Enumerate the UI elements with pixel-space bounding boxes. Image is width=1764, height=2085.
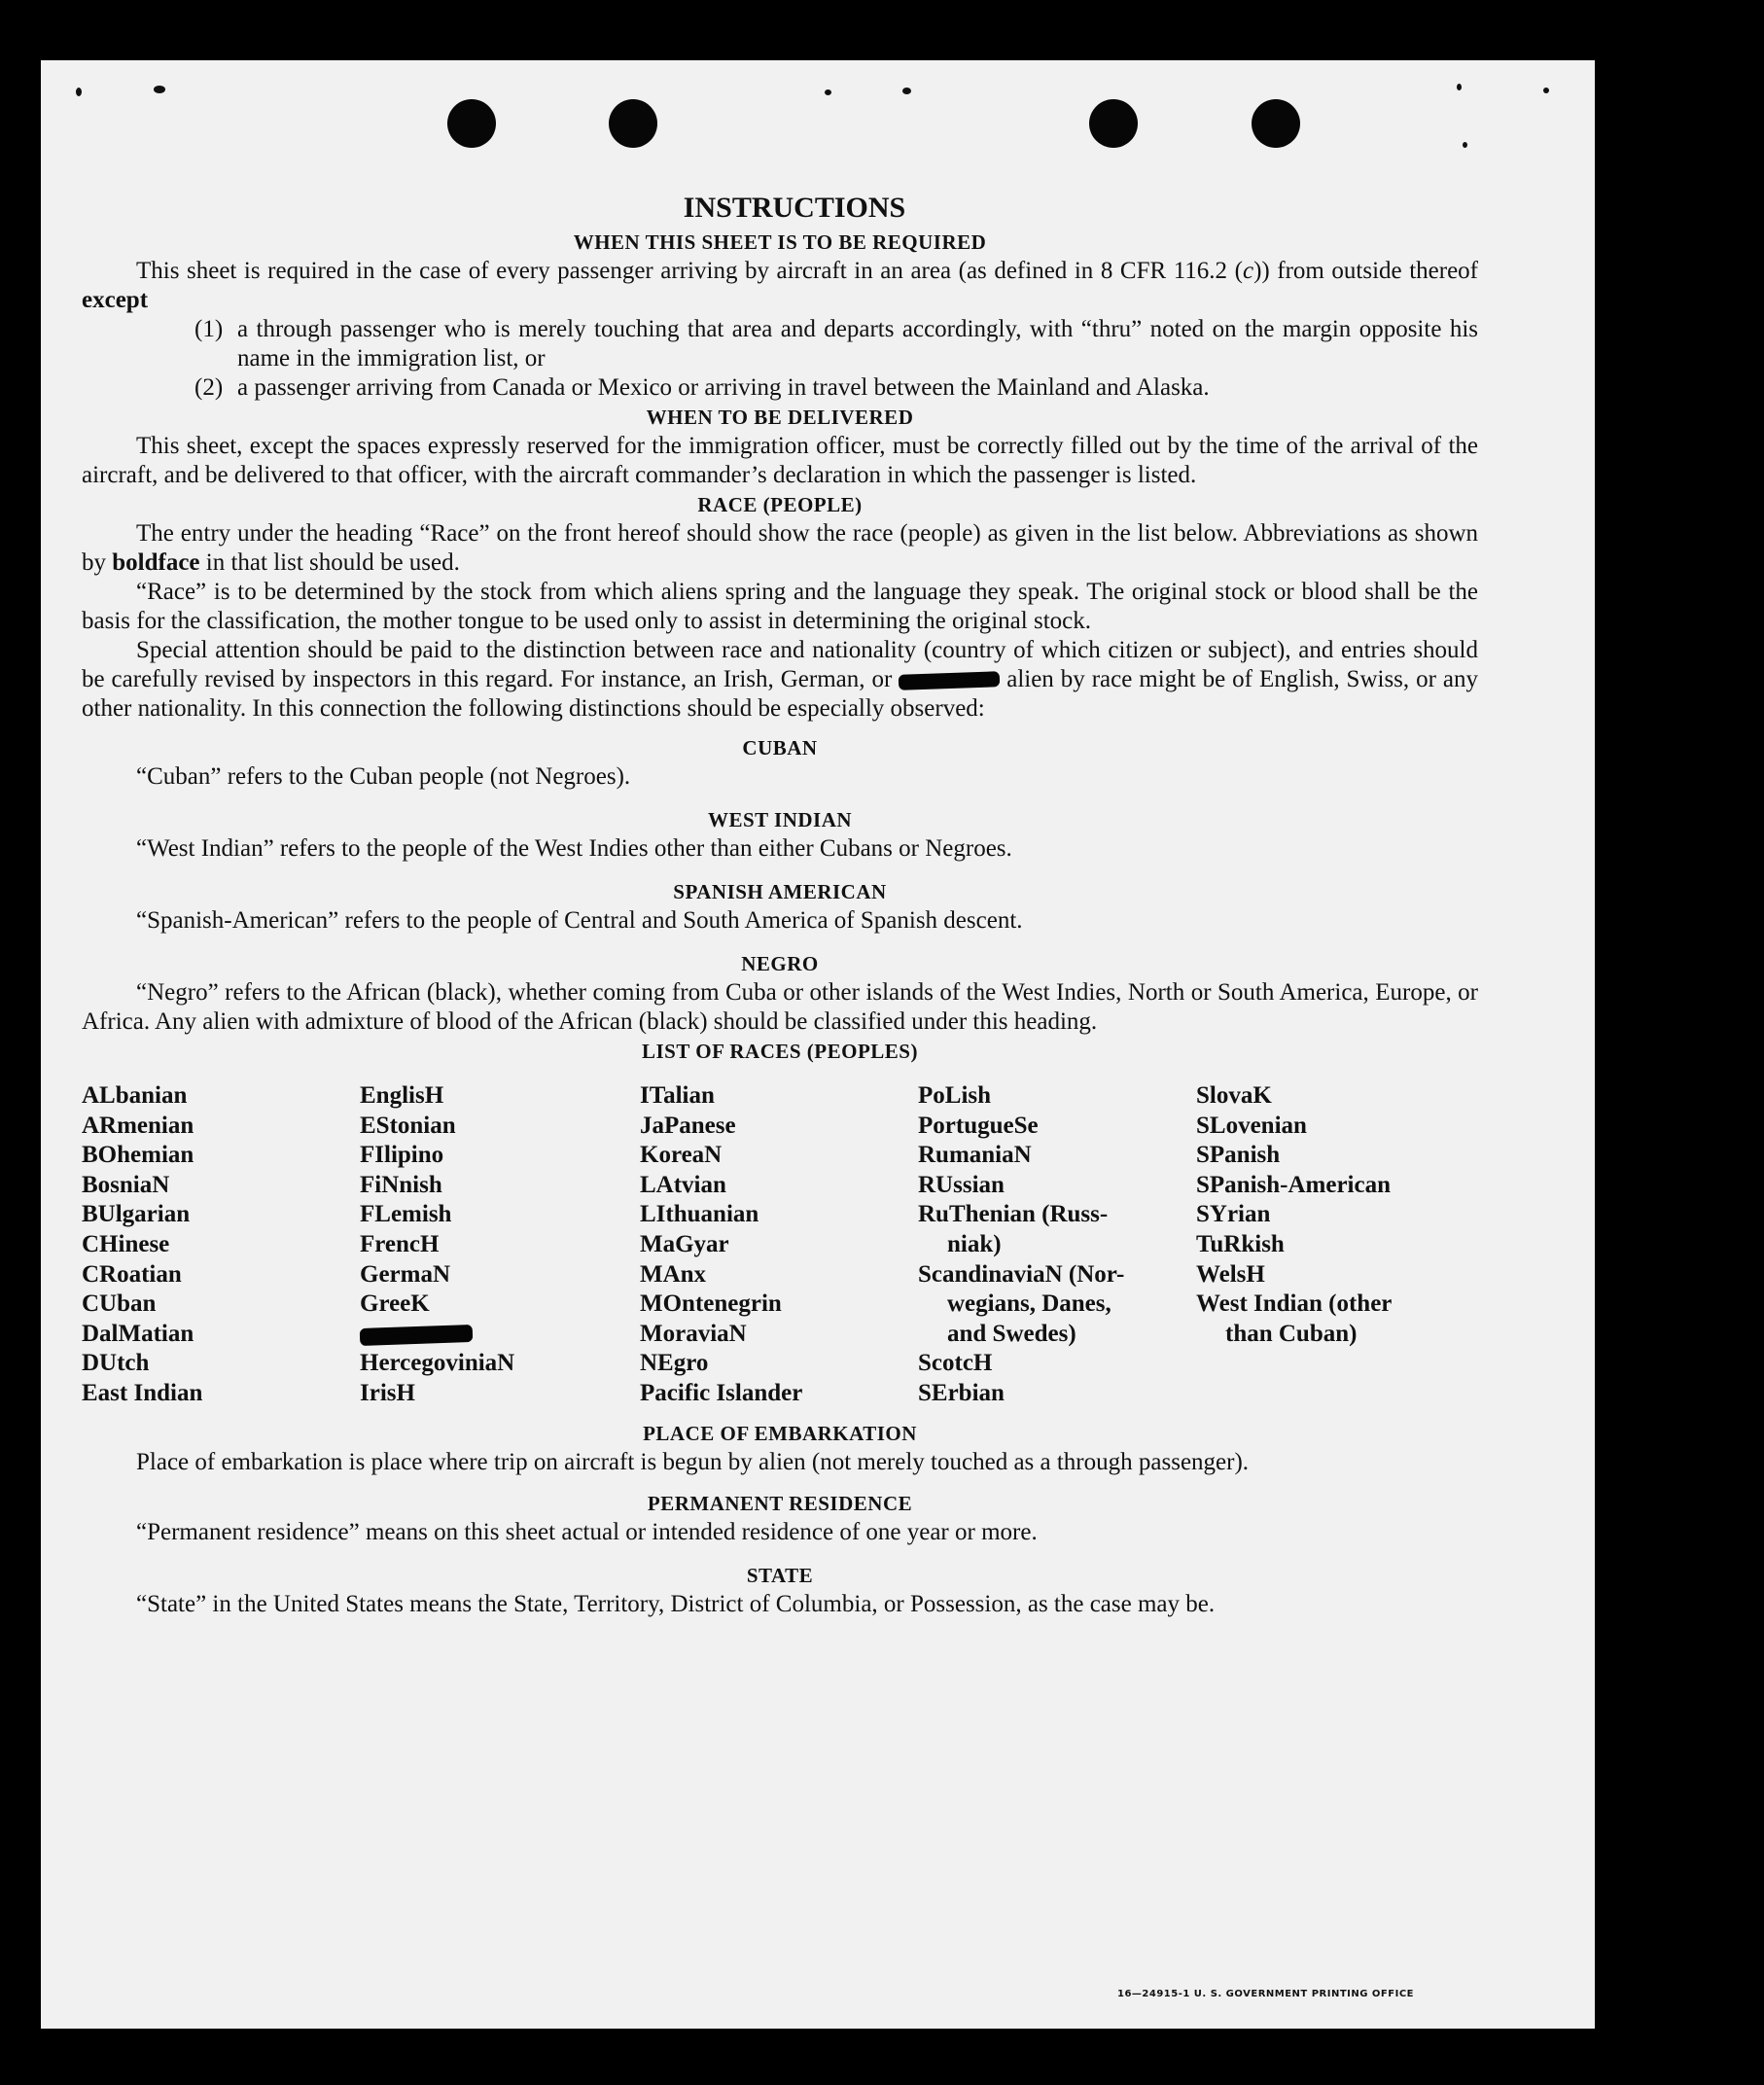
race-entry: ScotcH — [918, 1350, 993, 1377]
race-entry: LIthuanian — [640, 1201, 759, 1228]
embarkation-text: Place of embarkation is place where trip on aircraft is begun by alien (not merely touched as a through passenger). — [136, 1448, 1250, 1475]
races-column — [640, 1081, 918, 1409]
punch-hole — [1252, 99, 1300, 148]
when-delivered-text: This sheet, except the spaces expressly reserved for the immigration officer, must be correctly filled out by the time of the arrival of the aircraft, and be delivered to that officer, with the aircraft commander’s declaration in which the passenger is listed. — [82, 433, 1478, 488]
instructions-content — [82, 189, 1478, 1619]
race-entry: LAtvian — [640, 1171, 726, 1198]
races-list — [82, 1081, 1478, 1409]
race-entry: MAnx — [640, 1260, 707, 1288]
race-entry: FIlipino — [360, 1142, 444, 1169]
section-heading-embarkation: PLACE OF EMBARKATION — [643, 1421, 917, 1445]
races-column — [918, 1081, 1196, 1409]
race-entry: SPanish — [1196, 1142, 1281, 1169]
scan-speck — [902, 88, 911, 94]
race-entry: wegians, Danes, — [947, 1290, 1111, 1318]
race-entry: HercegoviniaN — [360, 1350, 515, 1377]
race-entry: KoreaN — [640, 1142, 723, 1169]
scan-speck — [1457, 84, 1462, 90]
race-entry: WelsH — [1196, 1260, 1265, 1288]
race-entry: FrencH — [360, 1230, 440, 1257]
west-indian-text: “West Indian” refers to the people of the West Indies other than either Cubans or Negroes. — [136, 835, 1012, 862]
punch-hole — [609, 99, 657, 148]
race-entry: MoraviaN — [640, 1320, 747, 1347]
race-entry: MaGyar — [640, 1230, 729, 1257]
race-entry: than Cuban) — [1225, 1320, 1358, 1347]
race-entry: ARmenian — [82, 1112, 194, 1139]
race-entry: SErbian — [918, 1379, 1005, 1406]
race-entry: SYrian — [1196, 1201, 1271, 1228]
races-column — [82, 1081, 360, 1409]
race-entry: DUtch — [82, 1350, 150, 1377]
section-heading-state: STATE — [746, 1563, 814, 1587]
race-entry: niak) — [947, 1230, 1002, 1257]
state-text: “State” in the United States means the State, Territory, District of Columbia, or Possession, as the case may be. — [136, 1590, 1216, 1617]
list-text: a through passenger who is merely touching that area and departs accordingly, with “thru” noted on the margin opposite his name in the immigration list, or — [237, 316, 1478, 371]
section-heading-cuban: CUBAN — [742, 736, 818, 760]
races-column — [1196, 1081, 1478, 1409]
race-entry: ScandinaviaN (Nor- — [918, 1260, 1125, 1288]
scan-speck — [1463, 142, 1467, 148]
race-entry: MOntenegrin — [640, 1290, 782, 1318]
section-heading-when-required: WHEN THIS SHEET IS TO BE REQUIRED — [573, 230, 987, 254]
scan-speck — [154, 86, 165, 93]
scan-speck — [825, 89, 831, 95]
race-entry: East Indian — [82, 1379, 203, 1406]
punch-hole — [1089, 99, 1138, 148]
section-heading-west-indian: WEST INDIAN — [707, 808, 853, 831]
list-item — [82, 373, 1478, 403]
race-entry: JaPanese — [640, 1112, 736, 1139]
punch-hole — [447, 99, 496, 148]
race-entry: NEgro — [640, 1350, 709, 1377]
printing-office-note: 16—24915-1 U. S. GOVERNMENT PRINTING OFFICE — [1117, 1989, 1414, 1999]
list-item — [82, 315, 1478, 373]
page-title: INSTRUCTIONS — [683, 192, 906, 224]
section-heading-when-delivered: WHEN TO BE DELIVERED — [646, 406, 914, 429]
redaction-mark — [899, 671, 1000, 690]
race-entry: SLovenian — [1196, 1112, 1307, 1139]
race-entry: West Indian (other — [1196, 1290, 1393, 1318]
race-entry: Pacific Islander — [640, 1379, 803, 1406]
race-entry: PortugueSe — [918, 1112, 1039, 1139]
list-text: a passenger arriving from Canada or Mexico or arriving in travel between the Mainland and Alaska. — [237, 374, 1210, 401]
list-number: (2) — [194, 374, 224, 401]
race-entry: BosniaN — [82, 1171, 170, 1198]
race-entry: RuThenian (Russ- — [918, 1201, 1109, 1228]
race-entry: TuRkish — [1196, 1230, 1285, 1257]
when-required-text: This sheet is required in the case of every passenger arriving by aircraft in an area (as defined in 8 CFR 116.2 (c)) from outside thereof except — [82, 258, 1478, 313]
race-paragraph-2: “Race” is to be determined by the stock from which aliens spring and the language they speak. The original stock or blood shall be the basis for the classification, the mother tongue to be used only to assist in determining the original stock. — [82, 579, 1478, 634]
document-sheet — [41, 60, 1595, 2029]
section-heading-residence: PERMANENT RESIDENCE — [647, 1491, 913, 1515]
race-entry-redacted — [360, 1320, 640, 1350]
race-entry: SlovaK — [1196, 1082, 1272, 1109]
race-entry: CUban — [82, 1290, 157, 1318]
race-entry: CRoatian — [82, 1260, 182, 1288]
race-entry: EnglisH — [360, 1082, 444, 1109]
race-entry: BOhemian — [82, 1142, 194, 1169]
race-entry: BUlgarian — [82, 1201, 191, 1228]
redaction-mark — [360, 1325, 474, 1346]
race-entry: RumaniaN — [918, 1142, 1032, 1169]
section-heading-race: RACE (PEOPLE) — [697, 493, 863, 516]
race-entry: ALbanian — [82, 1082, 188, 1109]
race-entry: SPanish-American — [1196, 1171, 1391, 1198]
race-entry: FLemish — [360, 1201, 452, 1228]
spanish-american-text: “Spanish-American” refers to the people of Central and South America of Spanish descent. — [136, 907, 1023, 934]
race-entry: GermaN — [360, 1260, 451, 1288]
race-paragraph-1: The entry under the heading “Race” on the front hereof should show the race (people) as given in the list below. Abbreviations as shown by boldface in that list should be used. — [82, 520, 1478, 576]
section-heading-spanish-american: SPANISH AMERICAN — [673, 880, 887, 903]
race-entry: CHinese — [82, 1230, 170, 1257]
race-entry: ITalian — [640, 1082, 715, 1109]
race-entry: FiNnish — [360, 1171, 442, 1198]
race-entry: DalMatian — [82, 1320, 194, 1347]
cuban-text: “Cuban” refers to the Cuban people (not Negroes). — [136, 763, 631, 790]
race-entry: EStonian — [360, 1112, 456, 1139]
negro-text: “Negro” refers to the African (black), whether coming from Cuba or other islands of the West Indies, North or South America, Europe, or Africa. Any alien with admixture of blood of the African (black) should be classified under this heading. — [82, 979, 1478, 1035]
race-entry: RUssian — [918, 1171, 1005, 1198]
race-entry: IrisH — [360, 1379, 415, 1406]
list-number: (1) — [194, 316, 224, 342]
residence-text: “Permanent residence” means on this sheet actual or intended residence of one year or more. — [136, 1518, 1038, 1545]
races-column — [360, 1081, 640, 1409]
section-heading-list-of-races: LIST OF RACES (PEOPLES) — [642, 1040, 918, 1063]
section-heading-negro: NEGRO — [741, 952, 819, 975]
race-entry: GreeK — [360, 1290, 430, 1318]
race-entry: PoLish — [918, 1082, 992, 1109]
scan-speck — [76, 88, 82, 96]
race-paragraph-3: Special attention should be paid to the distinction between race and nationality (country of which citizen or subject), and entries should be carefully revised by inspectors in this regard. For instance, an Irish, German, or alien by race might be of English, Swiss, or any other nationality. In this connection the following distinctions should be especially observed: — [82, 637, 1478, 722]
race-entry: and Swedes) — [947, 1320, 1076, 1347]
scan-speck — [1543, 88, 1549, 93]
